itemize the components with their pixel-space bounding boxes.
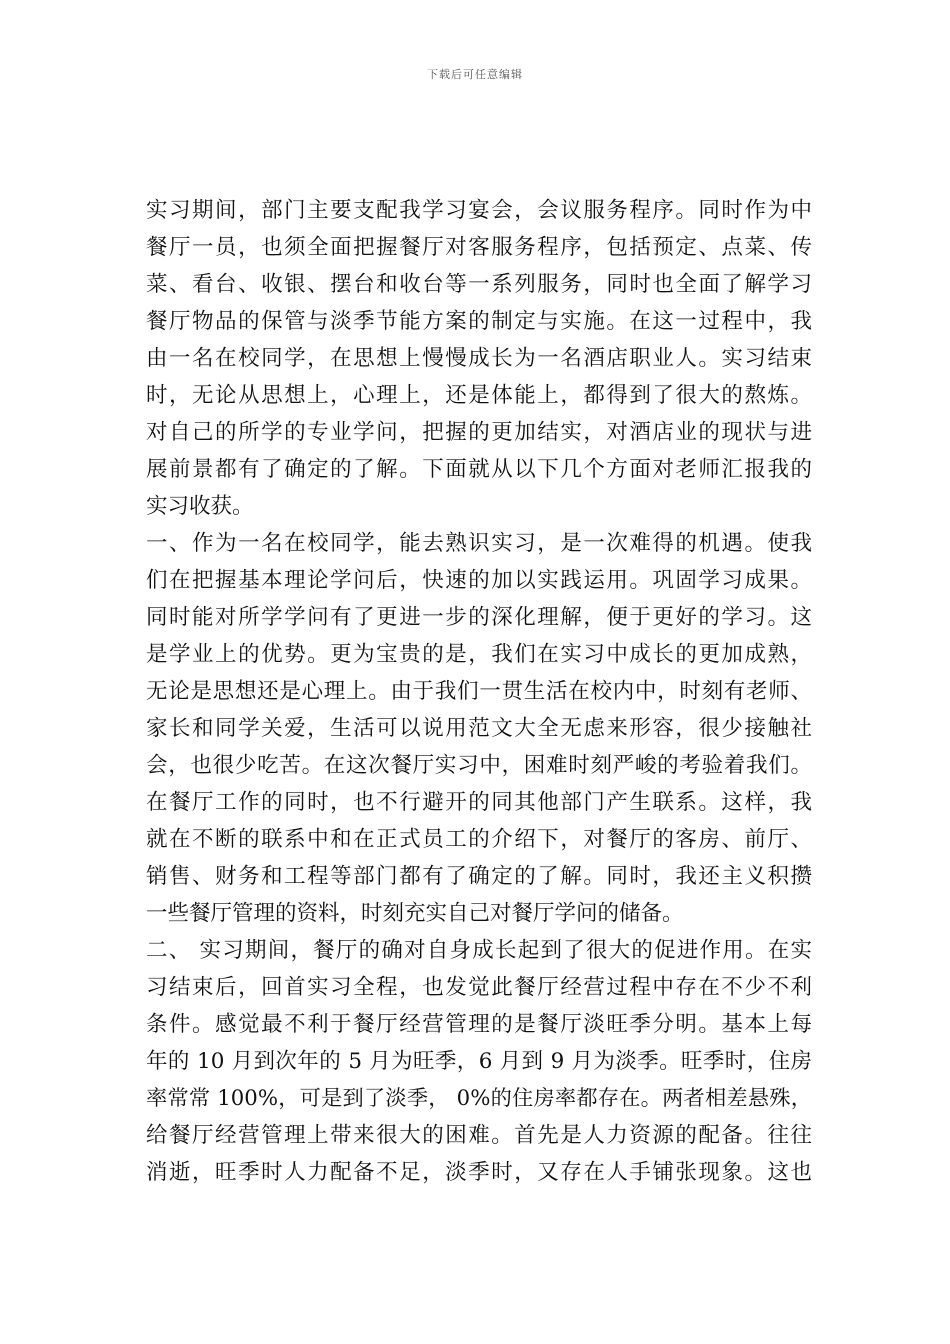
text-line: 展前景都有了确定的了解。下面就从以下几个方面对老师汇报我的 <box>146 457 812 482</box>
text-line: 年的 10 月到次年的 5 月为旺季，6 月到 9 月为淡季。旺季时，住房 <box>146 1049 812 1074</box>
text-line: 会，也很少吃苦。在这次餐厅实习中，困难时刻严峻的考验着我们。 <box>146 753 812 778</box>
text-line: 同时能对所学学问有了更进一步的深化理解，便于更好的学习。这 <box>146 605 812 630</box>
text-line: 是学业上的优势。更为宝贵的是，我们在实习中成长的更加成熟， <box>146 642 812 667</box>
text-line: 餐厅物品的保管与淡季节能方案的制定与实施。在这一过程中，我 <box>146 309 812 334</box>
text-line: 们在把握基本理论学问后，快速的加以实践运用。巩固学习成果。 <box>146 568 812 593</box>
text-line: 在餐厅工作的同时，也不行避开的同其他部门产生联系。这样，我 <box>146 790 812 815</box>
text-line: 给餐厅经营管理上带来很大的困难。首先是人力资源的配备。往往 <box>146 1123 812 1148</box>
text-line: 就在不断的联系中和在正式员工的介绍下，对餐厅的客房、前厅、 <box>146 827 812 852</box>
text-line: 习结束后，回首实习全程，也发觉此餐厅经营过程中存在不少不利 <box>146 975 812 1000</box>
text-line: 销售、财务和工程等部门都有了确定的了解。同时，我还主义积攒 <box>146 864 812 889</box>
text-line: 餐厅一员，也须全面把握餐厅对客服务程序，包括预定、点菜、传 <box>146 235 812 260</box>
text-line: 实习期间，部门主要支配我学习宴会，会议服务程序。同时作为中 <box>146 198 812 223</box>
text-line: 无论是思想还是心理上。由于我们一贯生活在校内中，时刻有老师、 <box>146 679 812 704</box>
text-line: 二、 实习期间，餐厅的确对自身成长起到了很大的促进作用。在实 <box>146 938 812 963</box>
text-line: 一、作为一名在校同学，能去熟识实习，是一次难得的机遇。使我 <box>146 531 812 556</box>
page-header-note: 下载后可任意编辑 <box>427 68 523 81</box>
text-line: 对自己的所学的专业学问，把握的更加结实，对酒店业的现状与进 <box>146 420 812 445</box>
text-line: 时，无论从思想上，心理上，还是体能上，都得到了很大的熬炼。 <box>146 383 812 408</box>
document-body <box>146 192 812 1191</box>
text-line: 家长和同学关爱，生活可以说用范文大全无虑来形容，很少接触社 <box>146 716 812 741</box>
text-line: 条件。感觉最不利于餐厅经营管理的是餐厅淡旺季分明。基本上每 <box>146 1012 812 1037</box>
text-line: 实习收获。 <box>146 494 254 519</box>
text-line: 消逝，旺季时人力配备不足，淡季时，又存在人手铺张现象。这也 <box>146 1160 812 1185</box>
text-line: 一些餐厅管理的资料，时刻充实自己对餐厅学问的储备。 <box>146 901 684 926</box>
text-line: 由一名在校同学，在思想上慢慢成长为一名酒店职业人。实习结束 <box>146 346 812 371</box>
text-line: 率常常 100%，可是到了淡季， 0%的住房率都存在。两者相差悬殊， <box>146 1086 812 1111</box>
text-line: 菜、看台、收银、摆台和收台等一系列服务，同时也全面了解学习 <box>146 272 812 297</box>
